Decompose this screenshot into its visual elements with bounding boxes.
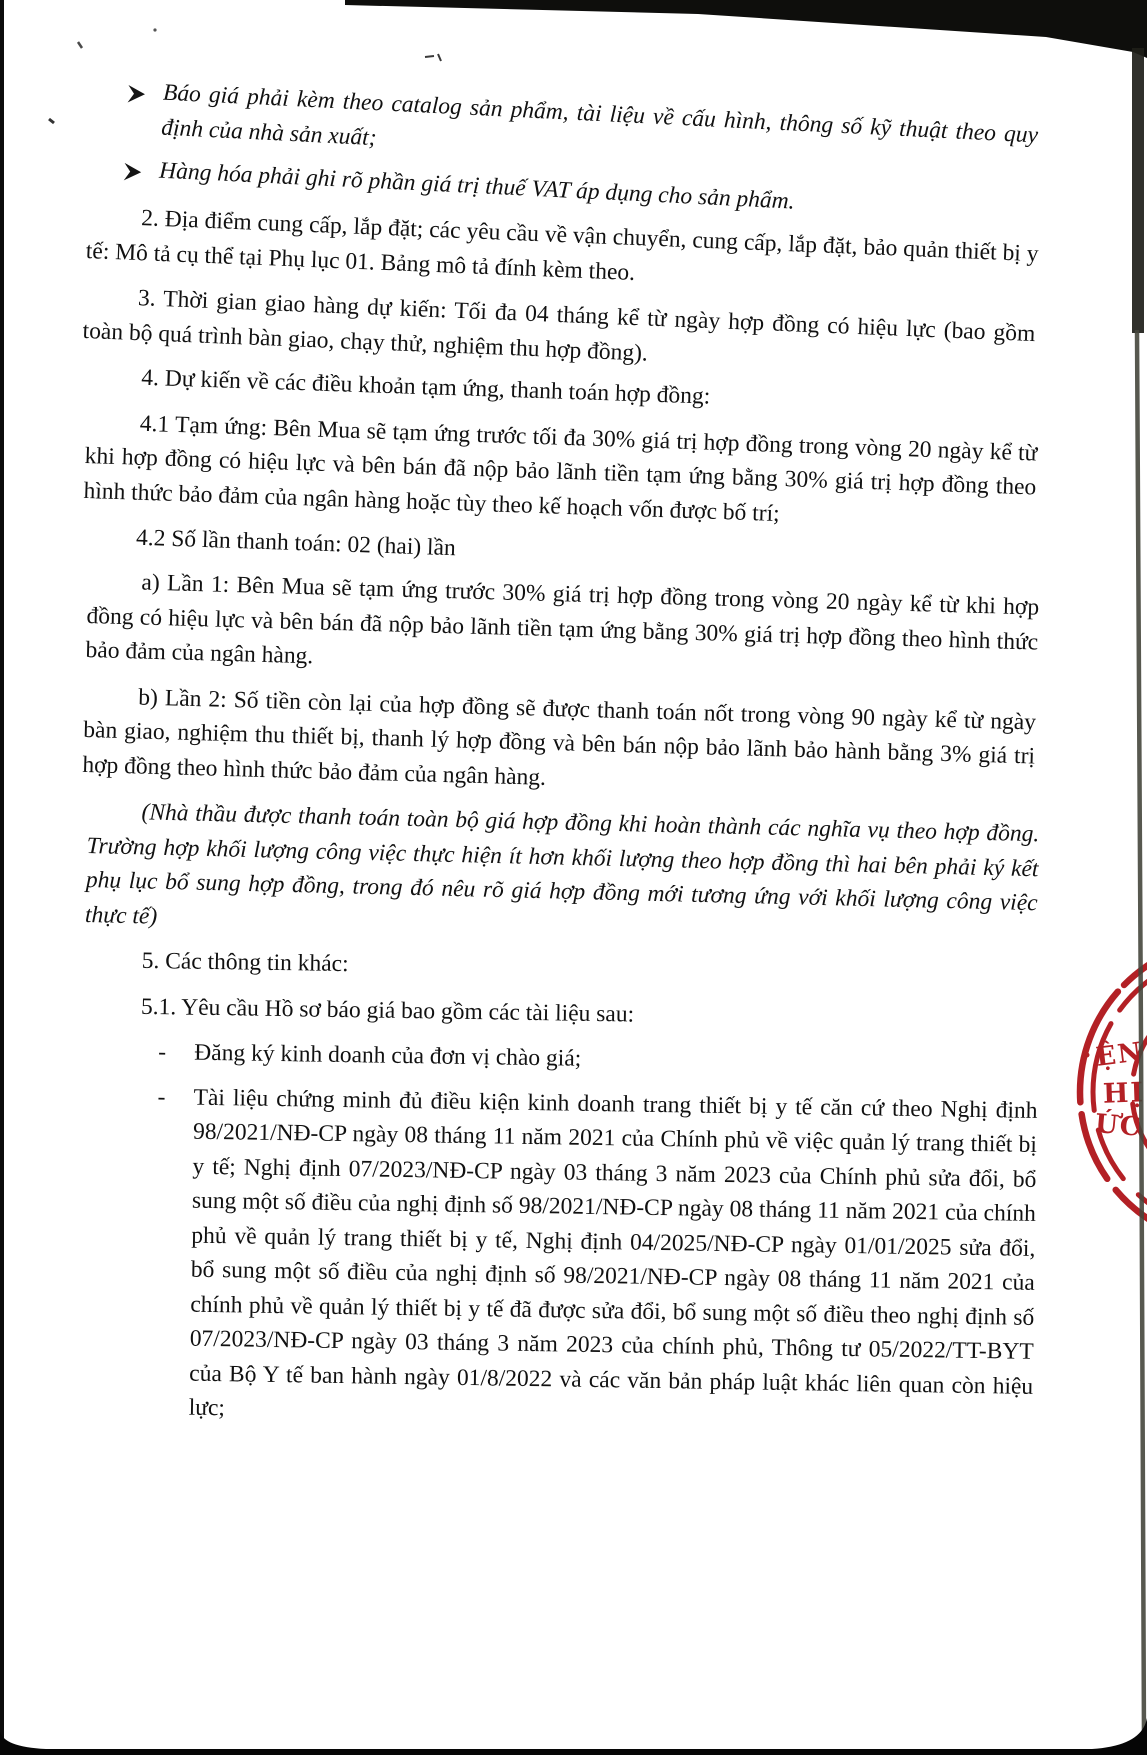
red-stamp [1070, 935, 1147, 1235]
paragraph-payment-b: b) Lần 2: Số tiền còn lại của hợp đồng sẽ được thanh toán nốt trong vòng 90 ngày kể từ ngày bàn giao, nghiệm thu thiết bị, thanh lý hợp đồng và bên bán nộp bảo lãnh bảo hành bằng 3% giá trị hợp đồng theo hình thức bảo đảm của ngân hàng. [82, 684, 1037, 791]
arrowhead-bullet-icon [125, 74, 164, 145]
paragraph-section-3: 3. Thời gian giao hàng dự kiến: Tối đa 04 tháng kể từ ngày hợp đồng có hiệu lực (bao gồm toàn bộ quá trình bàn giao, chạy thử, nghiệm thu hợp đồng). [82, 284, 1036, 366]
text-block-payments [82, 564, 1040, 809]
stamp-text-fragment: ỆN [1094, 1037, 1146, 1073]
scan-speck [78, 42, 82, 48]
dash-marker: - [157, 1083, 166, 1110]
scan-speck [153, 28, 156, 31]
stamp-text-fragment: ỨC [1093, 1108, 1144, 1144]
arrowhead-bullet-icon [122, 152, 160, 193]
scan-speck [49, 119, 54, 123]
paragraph-payment-a: a) Lần 1: Bên Mua sẽ tạm ứng trước 30% giá trị hợp đồng trong vòng 20 ngày kể từ khi hợp đồng có hiệu lực và bên bán đã nộp bảo lãnh tiền tạm ứng bằng 30% giá trị hợp đồng theo hình thức bảo đảm của ngân hàng. [85, 569, 1040, 670]
paragraph-section-4: 4. Dự kiến về các điều khoản tạm ứng, thanh toán hợp đồng: [140, 364, 711, 410]
stamp-arcs [1070, 935, 1147, 1235]
text-block-section-5 [80, 943, 1039, 1439]
paragraph-note-italic: (Nhà thầu được thanh toán toàn bộ giá hợp đồng khi hoàn thành các nghĩa vụ theo hợp đồng. Trường hợp khối lượng công việc thực hiện ít hơn khối lượng theo hợp đồng thì hai bên phải ký kết phụ lục bổ sung hợp đồng, trong đó nêu rõ giá hợp đồng mới tương ứng với khối lượng công việc thực tế) [84, 798, 1040, 929]
dash-item-text: Đăng ký kinh doanh của đơn vị chào giá; [194, 1039, 582, 1072]
document-body [82, 72, 1040, 1434]
page-right-edge [1137, 330, 1144, 1740]
paragraph-section-4-2: 4.2 Số lần thanh toán: 02 (hai) lần [135, 524, 457, 562]
text-block-note [85, 794, 1040, 955]
dash-marker: - [158, 1038, 167, 1065]
paragraph-section-5-1: 5.1. Yêu cầu Hồ sơ báo giá bao gồm các tài liệu sau: [140, 993, 635, 1027]
page-bottom-edge [0, 1718, 1147, 1755]
scan-speck [425, 54, 441, 61]
paragraph-section-5: 5. Các thông tin khác: [141, 947, 349, 977]
dash-list-item [80, 1078, 1037, 1438]
paragraph-section-4-1: 4.1 Tạm ứng: Bên Mua sẽ tạm ứng trước tối đa 30% giá trị hợp đồng trong vòng 20 ngày kể từ khi hợp đồng có hiệu lực và bên bán đã nộp bảo lãnh tiền tạm ứng bằng 30% giá trị hợp đồng theo hình thức bảo đảm của ngân hàng hoặc tùy theo kế hoạch vốn được bố trí; [83, 410, 1038, 527]
stamp-text-fragment: HỊ [1102, 1077, 1146, 1110]
page-right-edge-dark [1132, 48, 1144, 333]
paragraph-section-2: 2. Địa điểm cung cấp, lắp đặt; các yêu cầu về vận chuyển, cung cấp, lắp đặt, bảo quản thiết bị y tế: Mô tả cụ thể tại Phụ lục 01. Bảng mô tả đính kèm theo. [85, 204, 1040, 286]
dash-list-item [86, 1034, 1038, 1083]
bullet-text: Hàng hóa phải ghi rõ phần giá trị thuế VAT áp dụng cho sản phẩm. [158, 157, 796, 215]
page-left-edge [0, 0, 4, 1755]
bullet-text: Báo giá phải kèm theo catalog sản phẩm, tài liệu về cấu hình, thông số kỹ thuật theo quy định của nhà sản xuất; [160, 79, 1039, 151]
scan-top-band [345, 0, 1147, 58]
text-block-section-4 [82, 359, 1040, 585]
dash-item-text: Tài liệu chứng minh đủ điều kiện kinh doanh trang thiết bị y tế căn cứ theo Nghị định 98/2021/NĐ-CP ngày 08 tháng 11 năm 2021 của Chính phủ về việc quản lý trang thiết bị y tế; Nghị định 07/2023/NĐ-CP ngày 03 tháng 3 năm 2023 của Chính phủ sửa đổi, bổ sung một số điều của nghị định số 98/2021/NĐ-CP ngày 08 tháng 11 năm 2021 của chính phủ về quản lý trang thiết bị y tế, Nghị định 04/2025/NĐ-CP ngày 01/01/2025 sửa đổi, bổ sung một số điều của nghị định số 98/2021/NĐ-CP ngày 08 tháng 11 năm 2021 của chính phủ về quản lý thiết bị y tế đã được sửa đổi, bổ sung một số điều theo nghị định số 07/2023/NĐ-CP ngày 03 tháng 3 năm 2023 của chính phủ, Thông tư 05/2022/TT-BYT của Bộ Y tế ban hành ngày 01/8/2022 và các văn bản pháp luật khác liên quan còn hiệu lực; [188, 1083, 1038, 1422]
